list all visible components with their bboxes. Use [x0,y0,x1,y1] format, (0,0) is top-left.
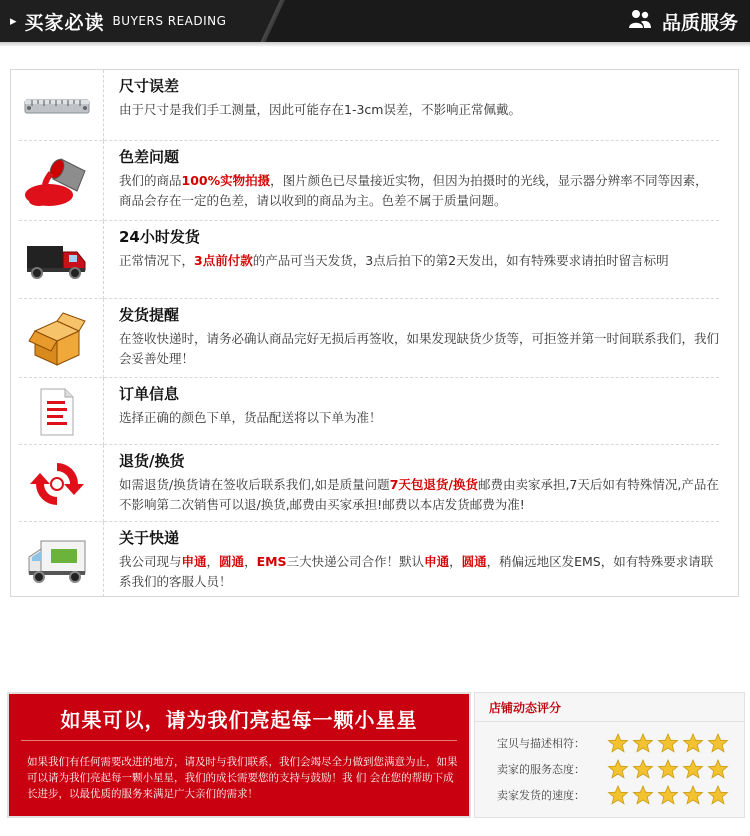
notice-text: 我们的商品100%实物拍摄，图片颜色已尽量接近实物，但因为拍摄时的光线，显示器分辨率不同等因素，商品会存在一定的色差，请以收到的商品为主。色差不属于质量问题。 [119,173,708,208]
notice-title: 色差问题 [119,148,180,166]
service-title: 品质服务 [661,11,738,34]
notice-row [11,378,738,445]
notice-text: 由于尺寸是我们手工测量，因此可能存在1-3cm误差，不影响正常佩戴。 [119,102,521,117]
rating-row [497,759,737,779]
star-icon[interactable] [682,733,704,753]
delivery-van-icon [25,535,89,585]
star-icon[interactable] [682,785,704,805]
star-icon[interactable] [632,785,654,805]
star-icon[interactable] [657,759,679,779]
star-icon[interactable] [607,733,629,753]
header-title-block [0,0,270,42]
notice-row [11,445,738,522]
truck-icon [25,240,89,280]
header-slant-divider [255,0,285,42]
rating-stars[interactable] [607,733,732,753]
rating-stars[interactable] [607,759,732,779]
rating-label: 卖家发货的速度： [497,789,585,802]
header-subtitle: BUYERS READING [112,14,227,28]
people-icon [628,9,652,33]
notice-title: 尺寸误差 [119,77,180,95]
rating-row [497,785,737,805]
header-shadow [0,42,750,47]
notice-text: 在签收快递时，请务必确认商品完好无损后再签收，如果发现缺货少货等，可拒签并第一时间联系我们，我们会妥善处理！ [119,331,720,366]
document-icon [37,387,77,437]
header-service [628,0,738,42]
star-icon[interactable] [657,733,679,753]
notice-row [11,141,738,221]
notice-text: 选择正确的颜色下单，货品配送将以下单为准！ [119,410,382,425]
star-icon[interactable] [682,759,704,779]
star-icon[interactable] [632,759,654,779]
shop-rating-panel [474,692,745,818]
package-box-icon [27,311,87,367]
notice-text: 正常情况下，3点前付款的产品可当天发货，3点后拍下的第2天发出，如有特殊要求请拍时留言标明 [119,253,669,268]
arrow-icon: ▸ [10,13,17,29]
notice-row [11,221,738,299]
notice-title: 24小时发货 [119,228,200,246]
notice-row [11,522,738,597]
rating-label: 卖家的服务态度： [497,763,585,776]
star-icon[interactable] [707,785,729,805]
star-icon[interactable] [657,785,679,805]
rating-label: 宝贝与描述相符： [497,737,585,750]
star-icon[interactable] [607,759,629,779]
notice-text: 我公司现与申通，圆通，EMS三大快递公司合作！默认申通，圆通，稍偏远地区发EMS，如有特殊要求请联系我们的客服人员！ [119,554,714,589]
header-title: 买家必读 [24,11,105,34]
header-bar [0,0,750,42]
notice-text: 如需退货/换货请在签收后联系我们,如是质量问题7天包退货/换货邮费由卖家承担,7天后如有特殊情况,产品在不影响第二次销售可以退/换货,邮费由买家承担!邮费以本店发货邮费为准! [119,477,719,512]
notice-row [11,70,738,141]
rating-title: 店铺动态评分 [489,701,562,715]
rating-stars[interactable] [607,785,732,805]
paint-spill-icon [21,151,93,211]
star-icon[interactable] [707,733,729,753]
notice-row [11,299,738,378]
star-icon[interactable] [607,785,629,805]
buyer-notice-list [10,69,739,597]
notice-title: 订单信息 [119,385,180,403]
notice-title: 退货/换货 [119,452,185,470]
rating-row [497,733,737,753]
star-icon[interactable] [632,733,654,753]
ruler-icon [24,95,90,117]
notice-title: 关于快递 [119,529,180,547]
star-request-text: 如果我们有任何需要改进的地方，请及时与我们联系，我们会竭尽全力做到您满意为止，如果可以请为我们亮起每一颗小星星，我们的成长需要您的支持与鼓励！我 们 会在您的帮助下成长进步，以最优质的服务来满足广大亲们的需求！ [27,756,458,800]
star-rating-banner [7,692,745,818]
notice-title: 发货提醒 [119,306,180,324]
return-arrows-icon [30,457,84,511]
star-icon[interactable] [707,759,729,779]
star-slogan: 如果可以，请为我们亮起每一颗小星星 [60,708,418,732]
star-request-panel [7,692,471,818]
